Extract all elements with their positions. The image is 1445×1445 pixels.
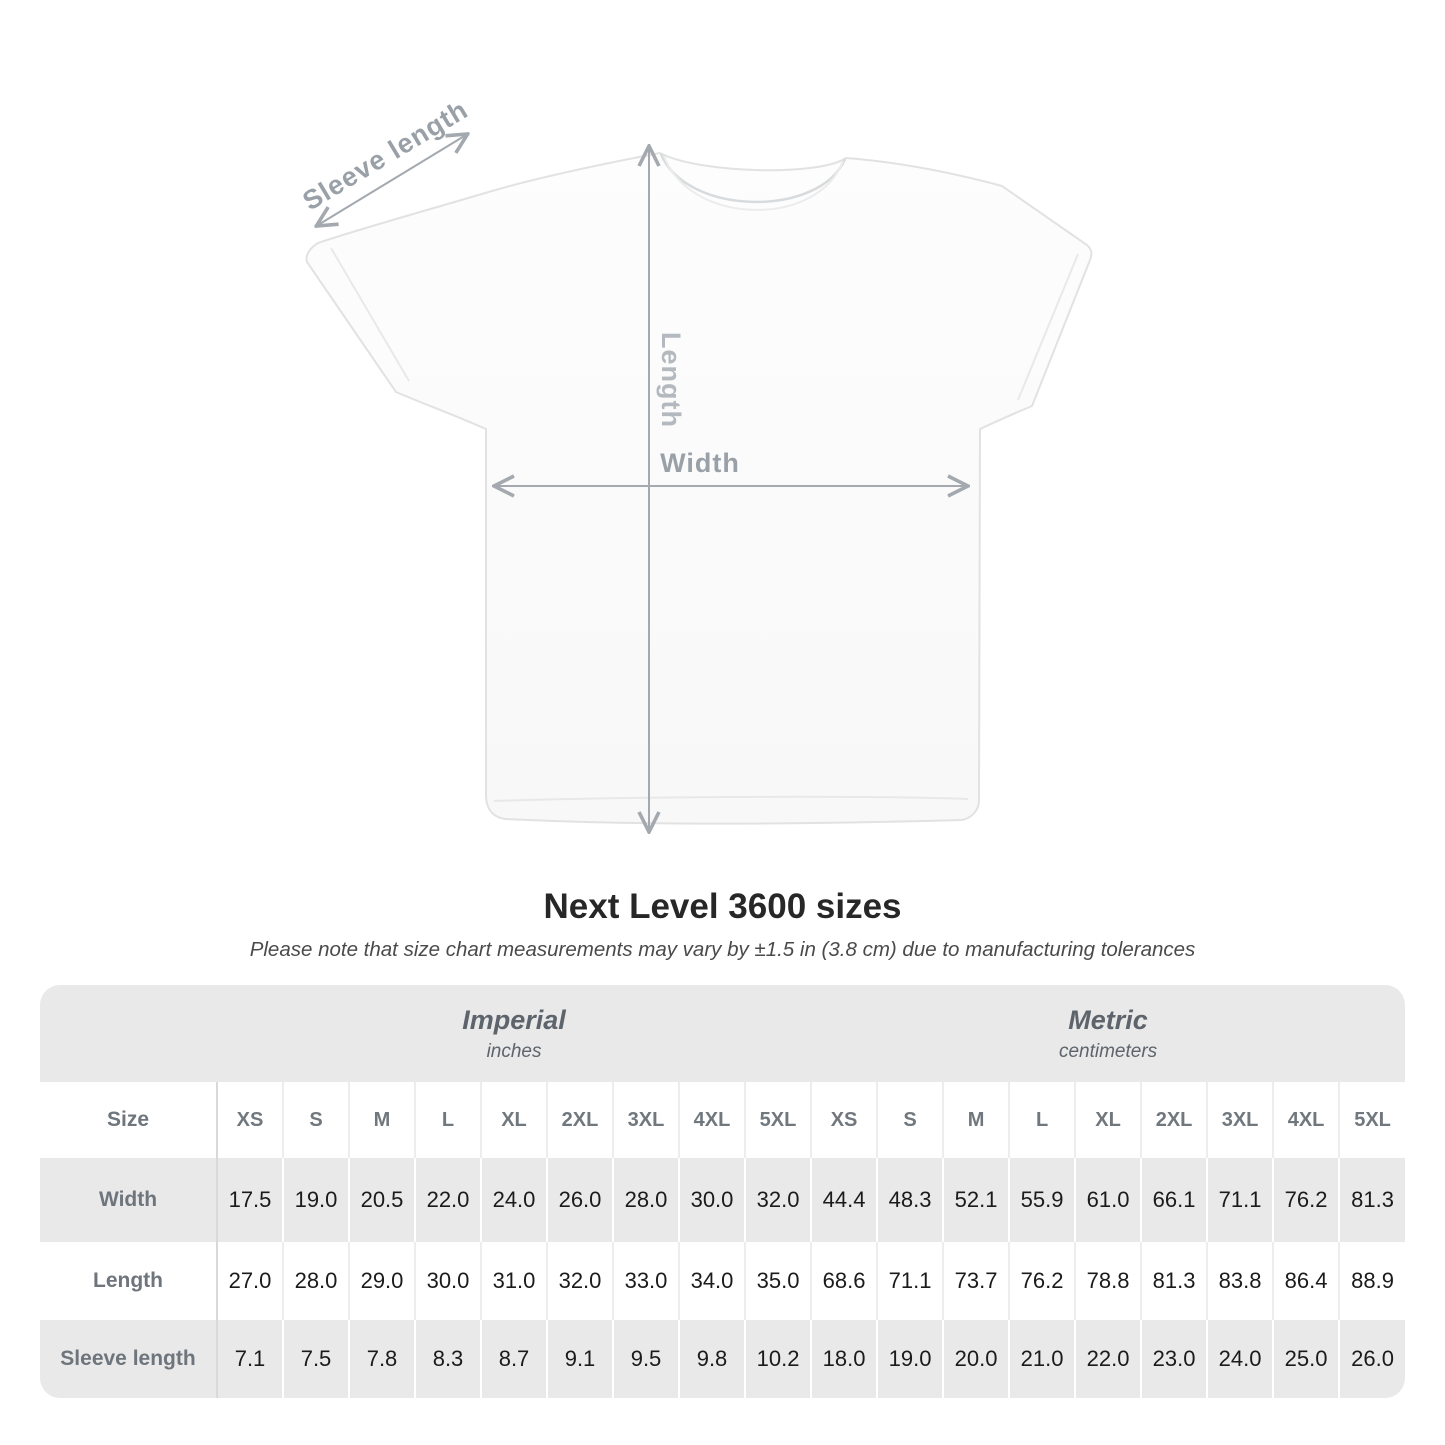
value-cell: 83.8 <box>1207 1242 1273 1320</box>
value-cell: 28.0 <box>613 1158 679 1242</box>
metric-unit-label: centimeters <box>1058 1040 1158 1062</box>
value-cell: 18.0 <box>811 1320 877 1398</box>
value-cell: 24.0 <box>1207 1320 1273 1398</box>
value-cell: 68.6 <box>811 1242 877 1320</box>
value-cell: 9.1 <box>547 1320 613 1398</box>
unit-group-row <box>40 985 1405 1082</box>
size-col-header: M <box>349 1082 415 1158</box>
value-cell: 30.0 <box>415 1242 481 1320</box>
imperial-group-header <box>217 985 811 1082</box>
value-cell: 32.0 <box>547 1242 613 1320</box>
value-cell: 26.0 <box>1339 1320 1405 1398</box>
value-cell: 25.0 <box>1273 1320 1339 1398</box>
value-cell: 7.1 <box>217 1320 283 1398</box>
value-cell: 7.5 <box>283 1320 349 1398</box>
value-cell: 29.0 <box>349 1242 415 1320</box>
value-cell: 19.0 <box>877 1320 943 1398</box>
row-label-length: Length <box>40 1242 217 1320</box>
value-cell: 30.0 <box>679 1158 745 1242</box>
value-cell: 9.5 <box>613 1320 679 1398</box>
size-col-header: 2XL <box>547 1082 613 1158</box>
value-cell: 31.0 <box>481 1242 547 1320</box>
value-cell: 88.9 <box>1339 1242 1405 1320</box>
length-label: Length <box>656 332 686 428</box>
metric-label: Metric <box>1068 1004 1148 1035</box>
width-label: Width <box>660 448 740 478</box>
sleeve-length-label: Sleeve length <box>297 94 474 217</box>
value-cell: 22.0 <box>415 1158 481 1242</box>
value-cell: 8.7 <box>481 1320 547 1398</box>
size-col-header: 3XL <box>613 1082 679 1158</box>
size-col-header: XS <box>217 1082 283 1158</box>
value-cell: 44.4 <box>811 1158 877 1242</box>
value-cell: 55.9 <box>1009 1158 1075 1242</box>
size-col-header: XL <box>1075 1082 1141 1158</box>
tolerance-note: Please note that size chart measurements may vary by ±1.5 in (3.8 cm) due to manufacturing tolerances <box>249 938 1196 961</box>
value-cell: 86.4 <box>1273 1242 1339 1320</box>
row-label-width: Width <box>40 1158 217 1242</box>
size-col-header: 4XL <box>1273 1082 1339 1158</box>
value-cell: 34.0 <box>679 1242 745 1320</box>
value-cell: 23.0 <box>1141 1320 1207 1398</box>
row-label-sleeve-length: Sleeve length <box>40 1320 217 1398</box>
value-cell: 73.7 <box>943 1242 1009 1320</box>
value-cell: 27.0 <box>217 1242 283 1320</box>
value-cell: 33.0 <box>613 1242 679 1320</box>
value-cell: 71.1 <box>877 1242 943 1320</box>
value-cell: 21.0 <box>1009 1320 1075 1398</box>
value-cell: 24.0 <box>481 1158 547 1242</box>
value-cell: 71.1 <box>1207 1158 1273 1242</box>
size-label: Size <box>106 1108 150 1131</box>
size-header-row <box>40 1082 1405 1158</box>
value-cell: 26.0 <box>547 1158 613 1242</box>
size-col-header: L <box>415 1082 481 1158</box>
value-cell: 81.3 <box>1141 1242 1207 1320</box>
size-table-grid <box>40 985 1405 1398</box>
imperial-label: Imperial <box>462 1004 566 1035</box>
size-col-header: XS <box>811 1082 877 1158</box>
size-col-header: L <box>1009 1082 1075 1158</box>
table-row-width <box>40 1158 1405 1242</box>
tshirt-body <box>307 153 1092 824</box>
value-cell: 20.5 <box>349 1158 415 1242</box>
size-col-header: 5XL <box>745 1082 811 1158</box>
size-table <box>40 985 1405 1398</box>
size-col-header: S <box>877 1082 943 1158</box>
value-cell: 78.8 <box>1075 1242 1141 1320</box>
value-cell: 32.0 <box>745 1158 811 1242</box>
value-cell: 61.0 <box>1075 1158 1141 1242</box>
value-cell: 48.3 <box>877 1158 943 1242</box>
size-col-header: 5XL <box>1339 1082 1405 1158</box>
value-cell: 9.8 <box>679 1320 745 1398</box>
size-col-header: M <box>943 1082 1009 1158</box>
table-row-sleeve-length <box>40 1320 1405 1398</box>
title-block <box>0 886 1445 962</box>
value-cell: 22.0 <box>1075 1320 1141 1398</box>
table-row-length <box>40 1242 1405 1320</box>
value-cell: 35.0 <box>745 1242 811 1320</box>
value-cell: 20.0 <box>943 1320 1009 1398</box>
size-col-header: 3XL <box>1207 1082 1273 1158</box>
value-cell: 8.3 <box>415 1320 481 1398</box>
value-cell: 76.2 <box>1009 1242 1075 1320</box>
value-cell: 19.0 <box>283 1158 349 1242</box>
value-cell: 76.2 <box>1273 1158 1339 1242</box>
value-cell: 7.8 <box>349 1320 415 1398</box>
value-cell: 52.1 <box>943 1158 1009 1242</box>
size-col-header: XL <box>481 1082 547 1158</box>
value-cell: 17.5 <box>217 1158 283 1242</box>
value-cell: 66.1 <box>1141 1158 1207 1242</box>
value-cell: 10.2 <box>745 1320 811 1398</box>
size-col-header: 4XL <box>679 1082 745 1158</box>
size-col-header: 2XL <box>1141 1082 1207 1158</box>
metric-group-header <box>811 985 1405 1082</box>
band-corner-cell <box>40 985 217 1082</box>
value-cell: 28.0 <box>283 1242 349 1320</box>
tshirt-graphic <box>307 153 1092 824</box>
imperial-unit-label: inches <box>486 1040 542 1062</box>
page-title: Next Level 3600 sizes <box>543 887 902 926</box>
size-col-header: S <box>283 1082 349 1158</box>
value-cell: 81.3 <box>1339 1158 1405 1242</box>
